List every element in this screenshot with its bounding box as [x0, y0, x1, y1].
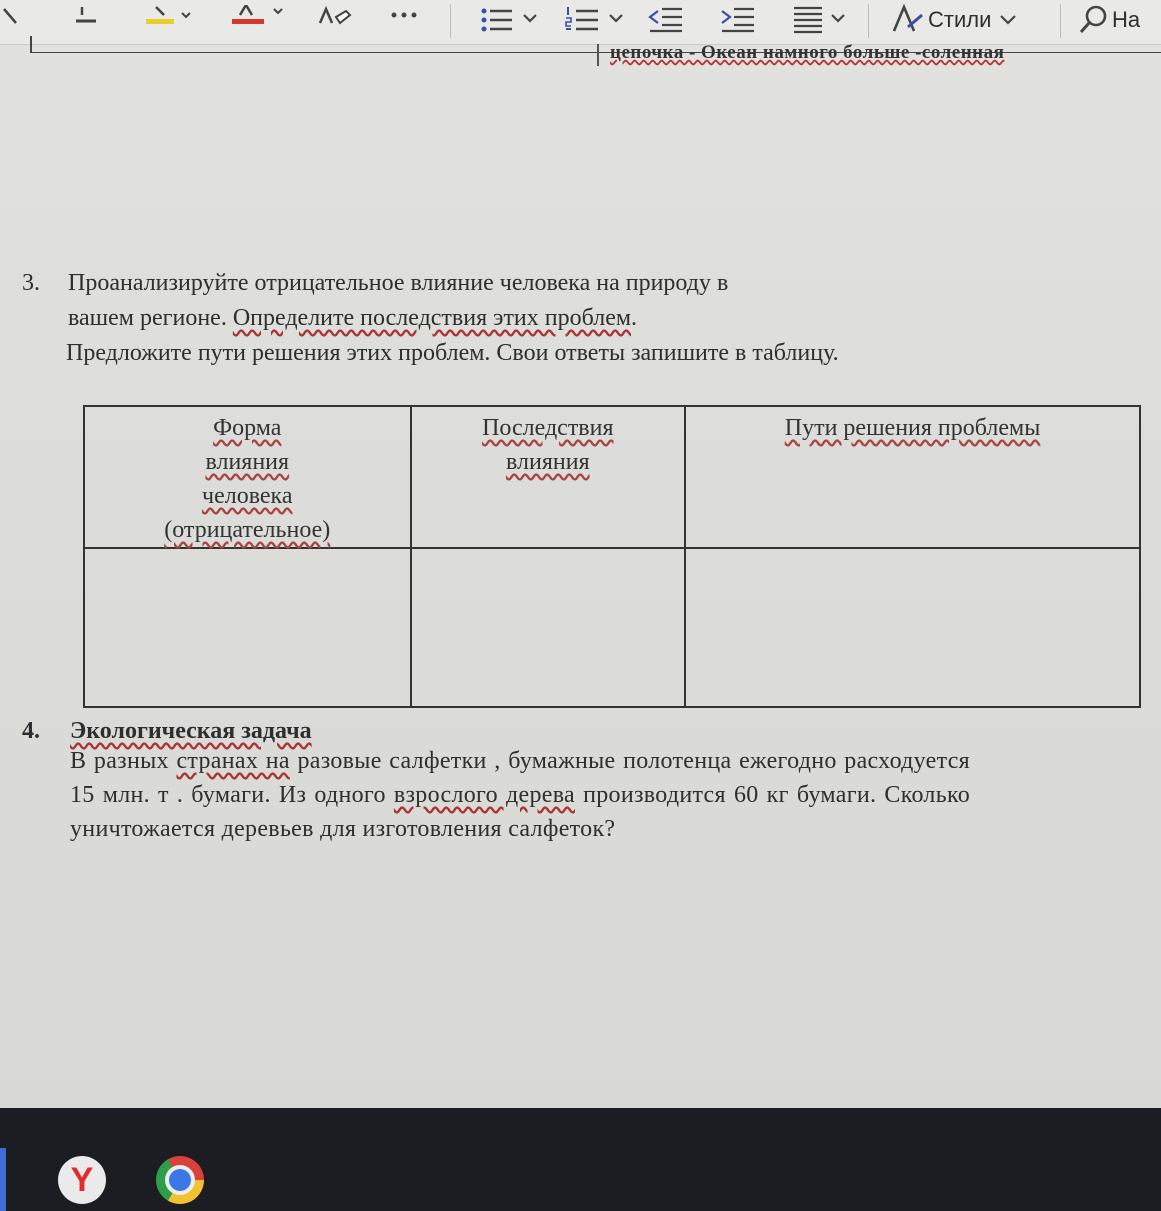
ribbon-separator [1060, 4, 1061, 38]
task-4-body [70, 744, 970, 846]
more-icon[interactable] [384, 0, 424, 40]
text-effects-icon[interactable] [312, 0, 356, 40]
align-icon[interactable] [786, 0, 856, 40]
header-text: человека [202, 483, 293, 509]
task-4-text: В разных [70, 748, 177, 774]
header-text: Последствия [482, 415, 614, 441]
header-text: (отрицательное) [164, 517, 331, 543]
taskbar [0, 1108, 1161, 1211]
task-3-underlined-text: Определите последствия этих проблем [232, 305, 632, 331]
decrease-indent-icon[interactable] [644, 0, 688, 40]
task-3-line-3: Предложите пути решения этих проблем. Свои ответы запишите в таблицу. [66, 340, 839, 366]
task-number: 4. [22, 718, 40, 744]
task-4-underlined-text: странах на [176, 748, 290, 774]
previous-cell-text: цепочка - Океан намного больше -соленная [610, 42, 1005, 63]
answer-table [83, 405, 1141, 708]
find-label: На [1112, 7, 1141, 32]
styles-label: Стили [928, 7, 992, 32]
cell-text[interactable] [692, 553, 1133, 706]
table-row [84, 548, 1140, 707]
task-4-title: Экологическая задача [70, 718, 312, 744]
task-4-underlined-text: взрослого дерева [393, 782, 575, 808]
underline-icon[interactable] [66, 0, 106, 40]
task-3-text: вашем регионе. [68, 305, 233, 331]
answer-cell-impact-form[interactable] [84, 548, 411, 707]
styles-icon [888, 3, 928, 37]
ribbon-separator [868, 4, 869, 38]
header-text: Форма [213, 415, 282, 441]
header-cell-solutions[interactable] [685, 406, 1140, 548]
clear-format-icon[interactable] [0, 0, 24, 40]
styles-button[interactable] [888, 0, 1048, 40]
taskbar-active-indicator [0, 1148, 6, 1211]
highlight-icon[interactable] [136, 0, 196, 40]
task-3-period: . [631, 305, 638, 331]
answer-cell-consequences[interactable] [411, 548, 686, 707]
chevron-down-icon [997, 10, 1019, 30]
ribbon-separator [450, 4, 451, 38]
find-button[interactable] [1076, 0, 1161, 40]
cell-text[interactable] [418, 553, 679, 706]
header-text: влияния [506, 449, 590, 475]
answer-cell-solutions[interactable] [685, 548, 1140, 707]
cell-text[interactable] [91, 553, 404, 706]
header-text: влияния [205, 449, 290, 475]
task-4-text: производится 60 кг бумаги. Сколько уничтожается деревьев для изготовления салфеток? [70, 782, 970, 842]
task-3-line-2 [68, 301, 637, 336]
numbering-icon[interactable] [560, 0, 630, 40]
header-text: Пути решения проблемы [784, 415, 1041, 441]
header-cell-impact-form[interactable] [84, 406, 411, 548]
task-number: 3. [22, 270, 40, 296]
ribbon-toolbar [0, 0, 1161, 45]
yandex-letter: Y [70, 1161, 94, 1199]
search-icon [1076, 3, 1112, 37]
task-4-text: разовые салфетки , бумажные полотенца ежегодно расходуется 15 млн. т . бумаги. Из одного [70, 748, 970, 808]
cell-divider [597, 44, 599, 66]
increase-indent-icon[interactable] [716, 0, 760, 40]
table-header-row [84, 406, 1140, 548]
page-border [30, 36, 32, 53]
font-color-icon[interactable] [224, 0, 290, 40]
chrome-icon[interactable] [156, 1156, 204, 1204]
bullets-icon[interactable] [474, 0, 544, 40]
yandex-browser-icon[interactable] [58, 1156, 106, 1204]
task-3-line-1: Проанализируйте отрицательное влияние человека на природу в [68, 270, 729, 296]
header-cell-consequences[interactable] [411, 406, 686, 548]
